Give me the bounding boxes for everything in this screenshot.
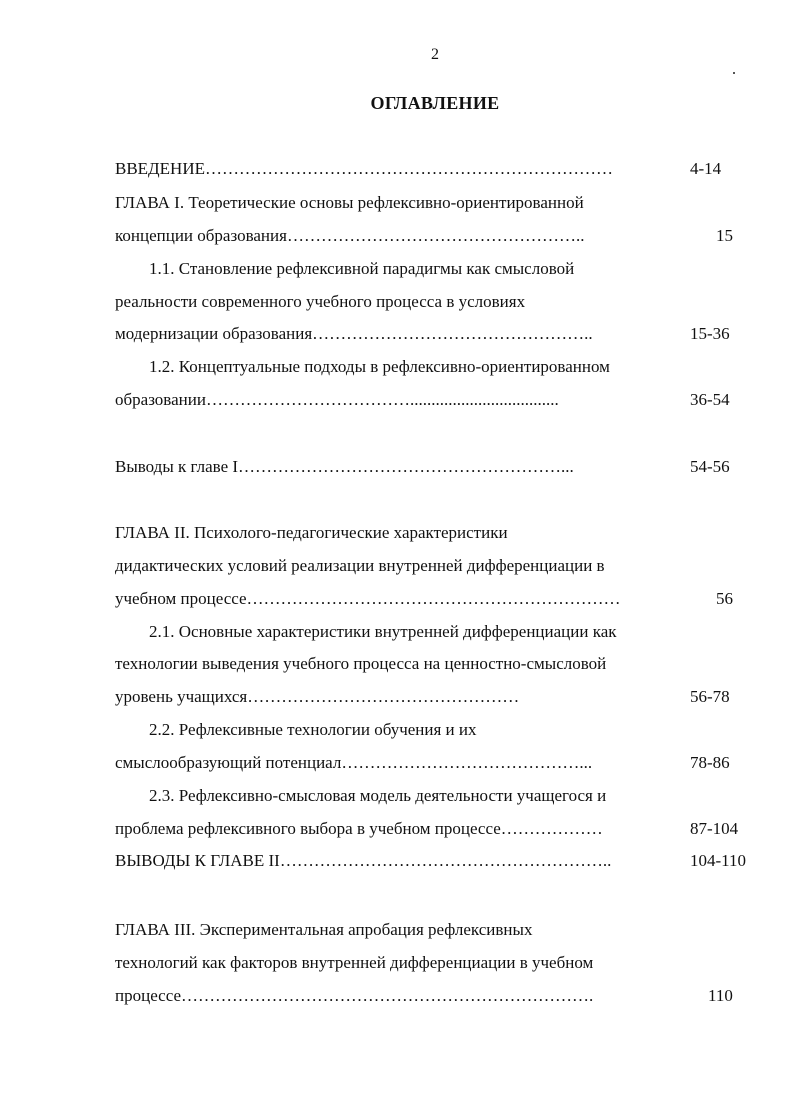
toc-entry-chapter-1: ГЛАВА I. Теоретические основы рефлексивно-ориентированной (115, 193, 584, 212)
toc-entry-chapter-3-cont2: процессе………………………………………………………………. (115, 986, 594, 1005)
toc-page-section-2-2: 78-86 (690, 753, 730, 772)
toc-entry-conclusions-1: Выводы к главе I…………………………………………………... (115, 457, 574, 476)
toc-entry-section-2-1-cont: технологии выведения учебного процесса на ценностно-смысловой (115, 654, 607, 673)
toc-entry-section-1-1-cont2: модернизации образования………………………………………….. (115, 324, 593, 343)
toc-entry-section-2-1: 2.1. Основные характеристики внутренней дифференциации как (149, 622, 617, 641)
toc-entry-section-2-3-cont: проблема рефлексивного выбора в учебном процессе……………… (115, 819, 603, 838)
page-number: 2 (431, 46, 439, 63)
toc-page-intro: 4-14 (690, 159, 722, 178)
toc-page-section-2-1: 56-78 (690, 687, 730, 706)
toc-page-chapter-2: 56 (716, 589, 733, 608)
toc-entry-chapter-2: ГЛАВА II. Психолого-педагогические характеристики (115, 523, 508, 542)
toc-page-section-1-2: 36-54 (690, 390, 730, 409)
toc-entry-chapter-2-cont2: учебном процессе………………………………………………………… (115, 589, 621, 608)
toc-entry-conclusions-2: ВЫВОДЫ К ГЛАВЕ II………………………………………………….. (115, 851, 612, 870)
toc-page-chapter-1: 15 (716, 226, 733, 245)
toc-page-section-2-3: 87-104 (690, 819, 739, 838)
toc-entry-chapter-3-cont: технологий как факторов внутренней дифференциации в учебном (115, 953, 594, 972)
toc-page-chapter-3: 110 (708, 986, 733, 1005)
toc-page-conclusions-1: 54-56 (690, 457, 730, 476)
toc-entry-section-1-1-cont: реальности современного учебного процесса в условиях (115, 292, 526, 311)
toc-page-conclusions-2: 104-110 (690, 851, 747, 870)
toc-entry-chapter-1-cont: концепции образования…………………………………………….. (115, 226, 585, 245)
toc-entry-section-2-2-cont: смыслообразующий потенциал……………………………………... (115, 753, 593, 772)
toc-entry-section-2-2: 2.2. Рефлексивные технологии обучения и их (149, 720, 477, 739)
toc-entry-section-1-2-cont: образовании………………………………................................... (115, 390, 559, 409)
page-title: ОГЛАВЛЕНИЕ (370, 93, 500, 113)
scan-speck (733, 72, 735, 74)
toc-entry-section-1-2: 1.2. Концептуальные подходы в рефлексивно-ориентированном (149, 357, 610, 376)
toc-entry-chapter-3: ГЛАВА III. Экспериментальная апробация рефлексивных (115, 920, 533, 939)
toc-entry-intro: ВВЕДЕНИЕ……………………………………………………………… (115, 159, 613, 178)
toc-page-section-1-1: 15-36 (690, 324, 730, 343)
toc-entry-chapter-2-cont: дидактических условий реализации внутренней дифференциации в (115, 556, 605, 575)
toc-entry-section-1-1: 1.1. Становление рефлексивной парадигмы как смысловой (149, 259, 575, 278)
toc-entry-section-2-1-cont2: уровень учащихся………………………………………… (115, 687, 520, 706)
toc-entry-section-2-3: 2.3. Рефлексивно-смысловая модель деятельности учащегося и (149, 786, 607, 805)
